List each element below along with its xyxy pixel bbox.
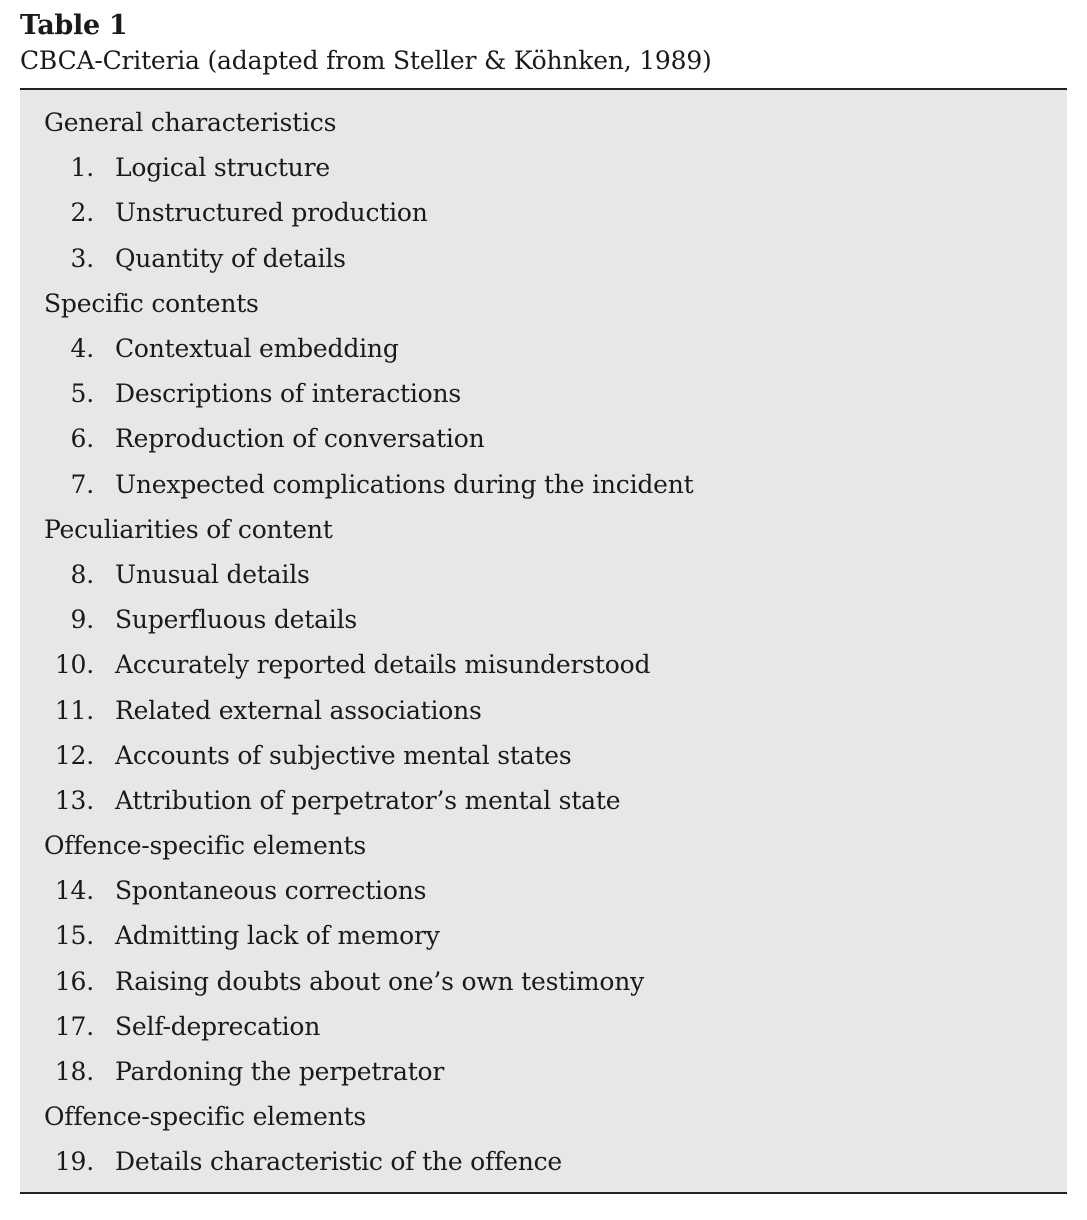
criterion-label: Pardoning the perpetrator: [115, 1057, 445, 1087]
criterion-row: [20, 597, 1067, 642]
criteria-table: [20, 88, 1067, 1194]
criterion-row: [20, 371, 1067, 416]
criterion-row: [20, 145, 1067, 190]
criterion-row: [20, 1049, 1067, 1094]
criterion-label: Quantity of details: [115, 243, 346, 273]
criterion-row: [20, 190, 1067, 235]
group-heading: [20, 507, 1067, 552]
group-heading: [20, 100, 1067, 145]
group-heading-label: Peculiarities of content: [44, 514, 333, 544]
criterion-number: 6.: [70, 424, 94, 454]
criterion-number: 19.: [54, 1147, 94, 1177]
criterion-label: Unusual details: [115, 559, 310, 589]
criterion-label: Logical structure: [115, 153, 330, 183]
criterion-number: 12.: [54, 740, 94, 770]
table-caption: CBCA-Criteria (adapted from Steller & Köhnken, 1989): [20, 46, 712, 75]
criterion-label: Reproduction of conversation: [115, 424, 485, 454]
group-heading-label: Offence-specific elements: [44, 831, 367, 861]
criterion-row: [20, 1139, 1067, 1184]
criterion-number: 1.: [70, 153, 94, 183]
criterion-label: Related external associations: [115, 695, 482, 725]
criterion-label: Unexpected complications during the incident: [115, 469, 694, 499]
criterion-row: [20, 868, 1067, 913]
criterion-row: [20, 326, 1067, 371]
criterion-number: 7.: [70, 469, 94, 499]
criterion-row: [20, 416, 1067, 461]
criterion-row: [20, 462, 1067, 507]
criterion-number: 5.: [70, 379, 94, 409]
criterion-number: 4.: [70, 334, 94, 364]
criterion-label: Descriptions of interactions: [115, 379, 462, 409]
criterion-label: Details characteristic of the offence: [115, 1147, 563, 1177]
criterion-row: [20, 642, 1067, 687]
criterion-number: 3.: [70, 243, 94, 273]
criterion-row: [20, 778, 1067, 823]
group-heading-label: Specific contents: [44, 288, 259, 318]
criterion-label: Accounts of subjective mental states: [115, 740, 572, 770]
criterion-row: [20, 913, 1067, 958]
criterion-row: [20, 552, 1067, 597]
group-heading: [20, 823, 1067, 868]
criterion-label: Accurately reported details misunderstood: [115, 650, 651, 680]
criterion-label: Raising doubts about one’s own testimony: [115, 966, 645, 996]
criterion-label: Spontaneous corrections: [115, 876, 427, 906]
criterion-number: 14.: [54, 876, 94, 906]
criterion-label: Self-deprecation: [115, 1011, 321, 1041]
group-heading-label: Offence-specific elements: [44, 1102, 367, 1132]
table-title: Table 1: [20, 10, 128, 41]
criterion-row: [20, 687, 1067, 732]
criterion-number: 11.: [54, 695, 94, 725]
criterion-row: [20, 733, 1067, 778]
criterion-label: Contextual embedding: [115, 334, 399, 364]
criterion-label: Attribution of perpetrator’s mental state: [115, 785, 621, 815]
criterion-row: [20, 236, 1067, 281]
criterion-label: Unstructured production: [115, 198, 428, 228]
criterion-number: 17.: [54, 1011, 94, 1041]
criterion-label: Admitting lack of memory: [115, 921, 440, 951]
group-heading-label: General characteristics: [44, 108, 337, 138]
criterion-number: 18.: [54, 1057, 94, 1087]
criterion-number: 16.: [54, 966, 94, 996]
criterion-number: 9.: [70, 605, 94, 635]
criterion-number: 2.: [70, 198, 94, 228]
group-heading: [20, 281, 1067, 326]
criterion-number: 15.: [54, 921, 94, 951]
criterion-number: 10.: [54, 650, 94, 680]
criterion-number: 8.: [70, 559, 94, 589]
criterion-row: [20, 1004, 1067, 1049]
criterion-number: 13.: [54, 785, 94, 815]
criterion-row: [20, 959, 1067, 1004]
criterion-label: Superfluous details: [115, 605, 358, 635]
group-heading: [20, 1094, 1067, 1139]
